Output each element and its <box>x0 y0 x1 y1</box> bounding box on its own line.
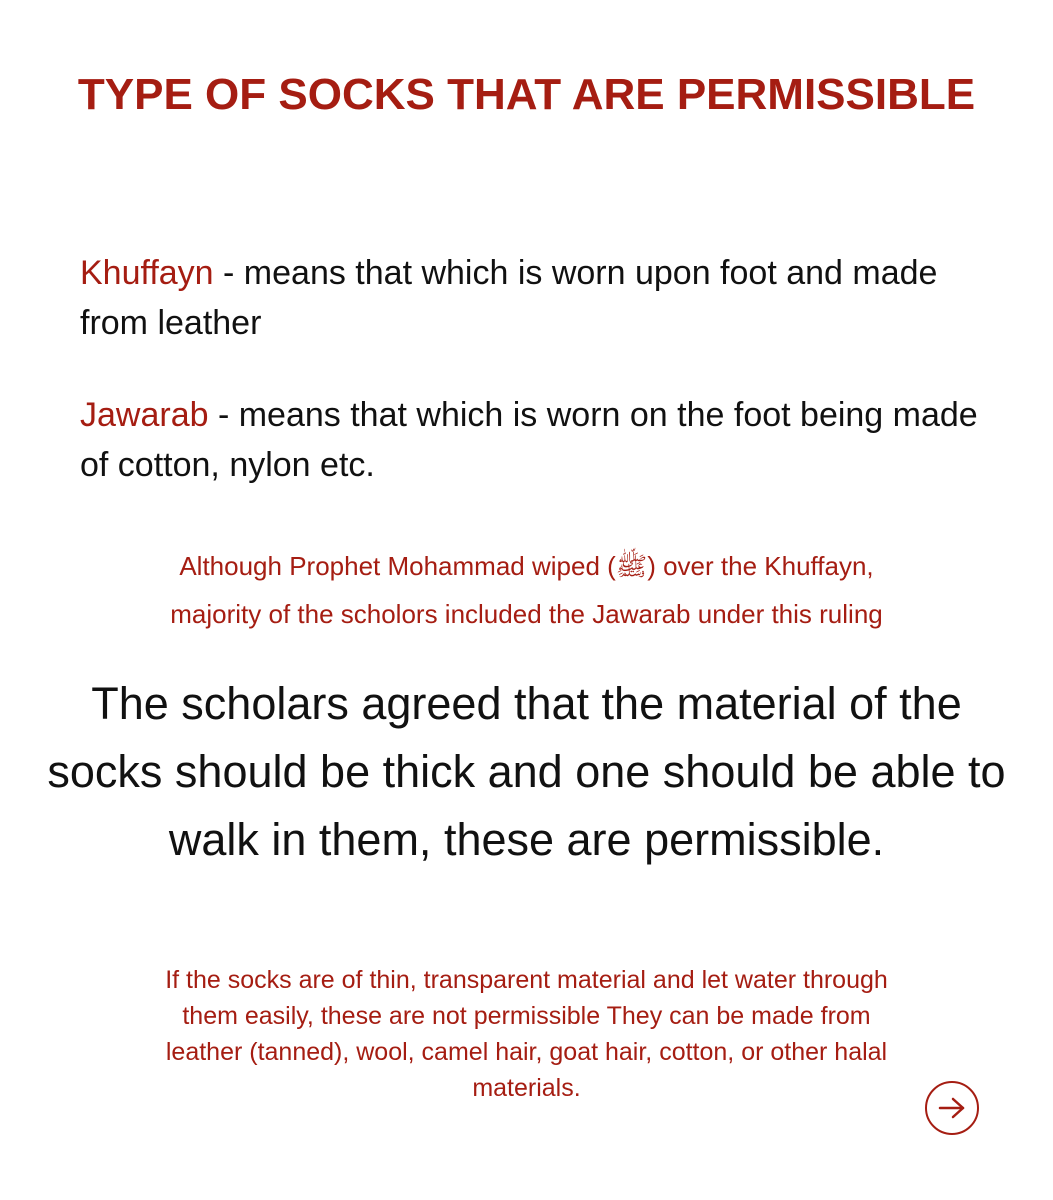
arrow-right-icon <box>938 1097 966 1119</box>
footer-note <box>40 962 1013 1106</box>
definition-term: Khuffayn <box>80 254 214 292</box>
ruling-note-line: majority of the scholors included the Jawarab under this ruling <box>170 599 883 629</box>
ruling-note-line: Although Prophet Mohammad wiped (ﷺ) over the Khuffayn, <box>179 551 874 581</box>
ruling-note <box>40 542 1013 638</box>
definition-jawarab <box>80 390 980 490</box>
definition-text: - means that which is worn upon foot and made from leather <box>80 254 938 342</box>
page-title: TYPE OF SOCKS THAT ARE PERMISSIBLE <box>77 70 976 119</box>
definition-text: - means that which is worn on the foot being made of cotton, nylon etc. <box>80 396 978 484</box>
main-statement: The scholars agreed that the material of the socks should be thick and one should be able to walk in them, these are permissible. <box>47 678 1006 865</box>
footer-note-line: materials. <box>472 1074 581 1102</box>
definition-khuffayn <box>80 248 980 348</box>
definition-term: Jawarab <box>80 396 209 434</box>
footer-note-line: them easily, these are not permissible They can be made from <box>182 1002 871 1030</box>
footer-note-line: If the socks are of thin, transparent material and let water through <box>165 966 888 994</box>
footer-note-line: leather (tanned), wool, camel hair, goat hair, cotton, or other halal <box>165 1038 888 1066</box>
next-slide-button[interactable] <box>925 1081 979 1135</box>
